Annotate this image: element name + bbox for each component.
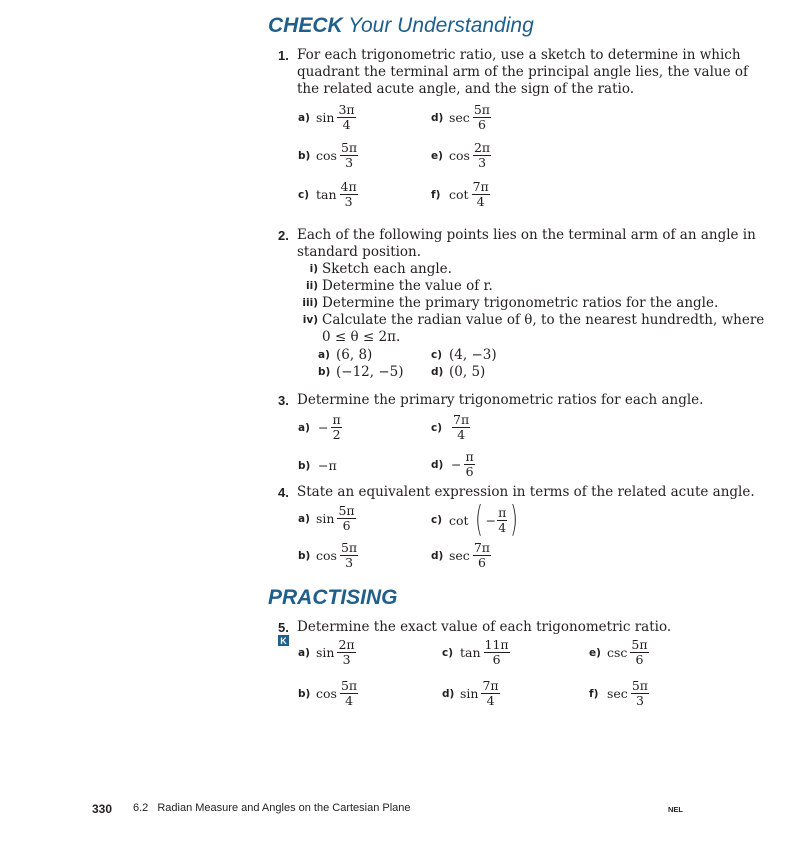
numerator: 5π [473, 102, 490, 117]
right-paren: ) [510, 499, 519, 540]
numerator: 3π [338, 102, 355, 117]
function-name: cos [316, 548, 337, 563]
section-heading-practising: PRACTISING [268, 586, 398, 609]
item-label: c) [431, 514, 443, 526]
item-label: b) [298, 549, 311, 562]
item-label: c) [431, 421, 443, 434]
q2-line2: standard position. [297, 244, 422, 260]
denominator: 4 [476, 194, 485, 209]
q1-line1: For each trigonometric ratio, use a sketch to determine in which [297, 47, 741, 63]
denominator: 4 [498, 519, 507, 535]
numerator: π [498, 504, 507, 520]
item-label: d) [442, 687, 455, 700]
numerator: 7π [453, 412, 470, 427]
fraction [340, 180, 358, 209]
item-label: c) [298, 188, 310, 201]
fraction [464, 450, 474, 479]
minus-sign: − [451, 457, 462, 472]
item-label: f) [589, 687, 599, 700]
item-label: b) [298, 687, 311, 700]
q1-line3: the related acute angle, and the sign of the ratio. [297, 81, 635, 97]
q3-item-b [298, 458, 340, 473]
numerator: 7π [482, 678, 499, 693]
sub-label: iii) [302, 297, 318, 309]
function-name: tan [316, 187, 337, 202]
point-value: (4, −3) [449, 347, 497, 363]
item-label: e) [431, 149, 443, 162]
heading-rest: Your Understanding [342, 14, 534, 37]
function-name: cot [449, 512, 469, 528]
item-label: a) [298, 111, 310, 124]
point-value: (6, 8) [336, 347, 373, 363]
q5-item-d [442, 679, 500, 708]
q2-point-b [318, 364, 404, 381]
q5-number: 5. [278, 620, 289, 635]
q1-item-b [298, 141, 358, 170]
numerator: 7π [473, 540, 490, 555]
denominator: 4 [457, 427, 466, 442]
denominator: 6 [492, 652, 501, 667]
numerator: 5π [631, 678, 648, 693]
denominator: 6 [342, 518, 351, 533]
q5-item-f [589, 679, 649, 708]
function-name: tan [460, 645, 481, 660]
denominator: 3 [345, 155, 354, 170]
item-label: a) [318, 349, 330, 361]
q3-text: Determine the primary trigonometric ratios for each angle. [297, 392, 704, 408]
item-label: c) [431, 349, 443, 361]
function-name: sin [316, 511, 335, 526]
angle-value: −π [318, 458, 337, 473]
item-label: b) [318, 366, 331, 378]
denominator: 4 [342, 117, 351, 132]
function-name: csc [607, 645, 628, 660]
sub-label: iv) [302, 314, 318, 326]
q5-item-b [298, 679, 358, 708]
left-paren: ( [474, 499, 483, 540]
item-label: d) [431, 366, 444, 378]
fraction [631, 679, 649, 708]
knowledge-badge: K [278, 635, 289, 646]
q2-line1: Each of the following points lies on the terminal arm of an angle in [297, 227, 756, 243]
function-name: cos [316, 686, 337, 701]
numerator: 2π [473, 140, 491, 155]
sub-text: Determine the value of r. [322, 278, 493, 294]
sub-text: Determine the primary trigonometric ratios for the angle. [322, 295, 719, 311]
q2-text [297, 227, 756, 261]
fraction [473, 141, 491, 170]
fraction [337, 638, 355, 667]
sub-label: i) [309, 263, 318, 275]
item-label: b) [298, 149, 311, 162]
q4-item-b [298, 541, 358, 570]
numerator: 5π [340, 140, 358, 155]
item-label: e) [589, 646, 601, 659]
denominator: 3 [345, 555, 354, 570]
denominator: 4 [345, 693, 354, 708]
q1-item-e [431, 141, 491, 170]
q4-item-a [298, 504, 356, 533]
fraction [481, 679, 499, 708]
item-label: a) [298, 512, 310, 525]
fraction [473, 103, 491, 132]
fraction [340, 541, 358, 570]
function-name: sin [316, 645, 335, 660]
q2-subparts [297, 261, 764, 346]
q1-text [297, 47, 748, 98]
numerator: 7π [472, 179, 489, 194]
sub-text: Sketch each angle. [322, 261, 452, 277]
numerator: π [332, 412, 341, 427]
denominator: 3 [478, 155, 487, 170]
q1-line2: quadrant the terminal arm of the principal angle lies, the value of [297, 64, 748, 80]
item-label: c) [442, 646, 454, 659]
numerator: 11π [484, 637, 509, 652]
q1-item-d [431, 103, 491, 132]
item-label: d) [431, 111, 444, 124]
numerator: 5π [340, 678, 358, 693]
q5-text: Determine the exact value of each trigonometric ratio. [297, 619, 672, 635]
footer-title: Radian Measure and Angles on the Cartesian Plane [157, 802, 411, 814]
item-label: a) [298, 646, 310, 659]
q4-text: State an equivalent expression in terms of the related acute angle. [297, 484, 755, 500]
q1-item-c [298, 180, 358, 209]
footer-section-title [133, 802, 411, 814]
function-name: cos [316, 148, 337, 163]
q4-number: 4. [278, 485, 289, 500]
function-name: cos [449, 148, 470, 163]
fraction [331, 413, 341, 442]
numerator: 2π [338, 637, 355, 652]
q3-item-d [431, 450, 475, 479]
q3-number: 3. [278, 393, 289, 408]
q5-item-a [298, 638, 356, 667]
fraction [473, 541, 491, 570]
numerator: 5π [631, 637, 648, 652]
q1-item-f [431, 180, 490, 209]
heading-bold: CHECK [268, 14, 343, 37]
q1-item-a [298, 103, 356, 132]
q2-point-c [431, 347, 497, 364]
fraction [337, 103, 355, 132]
numerator: 5π [340, 540, 358, 555]
q4-item-d [431, 541, 491, 570]
q2-range: 0 ≤ θ ≤ 2π. [322, 329, 401, 345]
q5-item-e [589, 638, 649, 667]
q2-point-d [431, 364, 485, 381]
denominator: 3 [635, 693, 644, 708]
q2-number: 2. [278, 228, 289, 243]
fraction [340, 679, 358, 708]
sub-text: Calculate the radian value of θ, to the nearest hundredth, where [322, 312, 765, 328]
page-number: 330 [92, 802, 113, 816]
q3-item-a [298, 413, 342, 442]
footer-section-number: 6.2 [133, 802, 149, 814]
q1-number: 1. [278, 48, 289, 63]
q4-item-c [431, 499, 521, 540]
item-label: b) [298, 459, 311, 472]
function-name: sec [607, 686, 628, 701]
point-value: (−12, −5) [336, 364, 404, 380]
item-label: d) [431, 458, 444, 471]
function-name: sin [316, 110, 335, 125]
item-label: a) [298, 421, 310, 434]
denominator: 3 [344, 194, 353, 209]
point-value: (0, 5) [449, 364, 486, 380]
fraction [452, 413, 470, 442]
fraction [337, 504, 355, 533]
function-name: sin [460, 686, 479, 701]
denominator: 6 [465, 464, 474, 479]
function-name: cot [449, 187, 469, 202]
q2-point-a [318, 347, 372, 364]
numerator: 5π [338, 503, 355, 518]
section-heading-check [268, 14, 534, 38]
fraction [472, 180, 490, 209]
denominator: 2 [332, 427, 341, 442]
minus-sign: − [318, 420, 329, 435]
denominator: 6 [477, 555, 486, 570]
denominator: 6 [635, 652, 644, 667]
denominator: 6 [477, 117, 486, 132]
sub-label: ii) [306, 280, 318, 292]
function-name: sec [449, 110, 470, 125]
fraction [630, 638, 648, 667]
numerator: 4π [340, 179, 357, 194]
item-label: d) [431, 549, 444, 562]
publisher-mark: NEL [668, 805, 683, 814]
fraction [497, 506, 507, 535]
fraction [484, 638, 510, 667]
function-name: sec [449, 548, 470, 563]
fraction [340, 141, 358, 170]
denominator: 3 [342, 652, 351, 667]
denominator: 4 [486, 693, 495, 708]
q3-item-c [431, 413, 470, 442]
numerator: π [465, 449, 474, 464]
item-label: f) [431, 188, 441, 201]
q5-item-c [442, 638, 510, 667]
minus-sign: − [485, 512, 497, 528]
